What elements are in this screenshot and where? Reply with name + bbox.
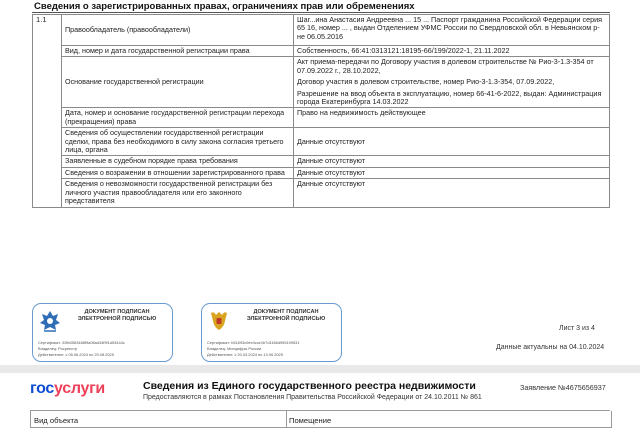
object-type-label: Вид объекта xyxy=(34,416,79,425)
logo-part-uslugi: услуги xyxy=(54,380,105,397)
claims-value: Данные отсутствуют xyxy=(294,156,610,167)
registration-value: Собственность, 66:41:0313121:18195-66/199/2022-1, 21.11.2022 xyxy=(294,46,610,57)
stamp-certificate: Сертификат: 53fb0583468f9a08ad34f9f1d53444c xyxy=(38,340,125,345)
registration-label: Вид, номер и дата государственной регистрации права xyxy=(62,46,294,57)
stamp-validity: Действителен: с 20.03.2024 по 13.06.2025 xyxy=(207,352,283,357)
transfer-value: Право на недвижимость действующее xyxy=(294,108,610,128)
sheet-number: Лист 3 из 4 xyxy=(559,325,595,332)
stamp-owner: Владелец: Минцифры России xyxy=(207,346,262,351)
table-row xyxy=(33,15,610,46)
section-title: Сведения о зарегистрированных правах, ограничениях прав или обременениях xyxy=(34,1,415,12)
table-row xyxy=(33,57,610,108)
signature-stamp-mintsifry xyxy=(201,303,342,362)
objection-value: Данные отсутствуют xyxy=(294,167,610,178)
document-subtitle: Предоставляются в рамках Постановления Правительства Российской Федерации от 24.10.2011 № 861 xyxy=(143,394,482,401)
basis-value xyxy=(294,57,610,108)
basis-line: Акт приема-передачи по Договору участия в долевом строительстве № Рио-3-1.3-354 от 07.09.2022 г., 28.10.2022, xyxy=(297,57,594,75)
object-type-value: Помещение xyxy=(289,416,332,425)
basis-line: Разрешение на ввод объекта в эксплуатацию, номер 66-41-6-2022, выдан: Администрация города Екатеринбурга 14.03.2022 xyxy=(297,88,602,107)
rights-table xyxy=(32,14,610,208)
table-row xyxy=(30,411,612,428)
stamp-title: ДОКУМЕНТ ПОДПИСАН ЭЛЕКТРОННОЙ ПОДПИСЬЮ xyxy=(246,309,326,322)
owner-value: Шаг...ина Анастасия Андреевна ... 15 ... Паспорт гражданина Российской Федерации серия 65 16, номер ... , выдан Отделением УФМС России по Свердловской обл. в Невьянском р-не 06.05.2016 xyxy=(294,15,610,46)
stamp-validity: Действителен: с 05.06.2024 по 29.08.2025 xyxy=(38,352,114,357)
table-row xyxy=(33,46,610,57)
personal-participation-label: Сведения о невозможности государственной регистрации без личного участия правообладателя или его законного представителя xyxy=(62,179,294,207)
personal-participation-value: Данные отсутствуют xyxy=(294,179,610,207)
table-row xyxy=(33,179,610,207)
column-divider xyxy=(286,411,287,427)
title-divider xyxy=(32,12,610,13)
coat-of-arms-icon xyxy=(208,309,230,333)
row-number: 1.1 xyxy=(33,15,62,208)
table-row xyxy=(33,156,610,167)
claims-label: Заявленные в судебном порядке права требования xyxy=(62,156,294,167)
table-row xyxy=(33,128,610,156)
logo-part-gos: гос xyxy=(30,380,55,397)
gosuslugi-logo xyxy=(30,380,105,398)
objection-label: Сведения о возражении в отношении зарегистрированного права xyxy=(62,167,294,178)
stamp-title: ДОКУМЕНТ ПОДПИСАН ЭЛЕКТРОННОЙ ПОДПИСЬЮ xyxy=(77,309,157,322)
signature-stamp-rosreestr xyxy=(32,303,173,362)
table-row xyxy=(33,167,610,178)
stamp-certificate: Сертификат: b51893c0ee4cce1b7d1166d955199531 xyxy=(207,340,300,345)
data-actual-date: Данные актуальны на 04.10.2024 xyxy=(496,344,605,351)
rosreestr-emblem-icon xyxy=(39,309,61,333)
basis-label: Основание государственной регистрации xyxy=(62,57,294,108)
basis-line: Договор участия в долевом строительстве, номер Рио-3-1.3-354, 07.09.2022, xyxy=(297,77,555,87)
transfer-label: Дата, номер и основание государственной регистрации перехода (прекращения) права xyxy=(62,108,294,128)
page-gap xyxy=(0,365,640,373)
extract-page-4 xyxy=(0,373,640,430)
owner-label: Правообладатель (правообладатели) xyxy=(62,15,294,46)
stamp-owner: Владелец: Росреестр xyxy=(38,346,78,351)
application-number: Заявление №4675656937 xyxy=(520,383,606,392)
table-row xyxy=(33,108,610,128)
consent-label: Сведения об осуществлении государственной регистрации сделки, права без необходимого в силу закона согласия третьего лица, органа xyxy=(62,128,294,156)
document-title: Сведения из Единого государственного реестра недвижимости xyxy=(143,380,476,392)
consent-value: Данные отсутствуют xyxy=(294,128,610,156)
